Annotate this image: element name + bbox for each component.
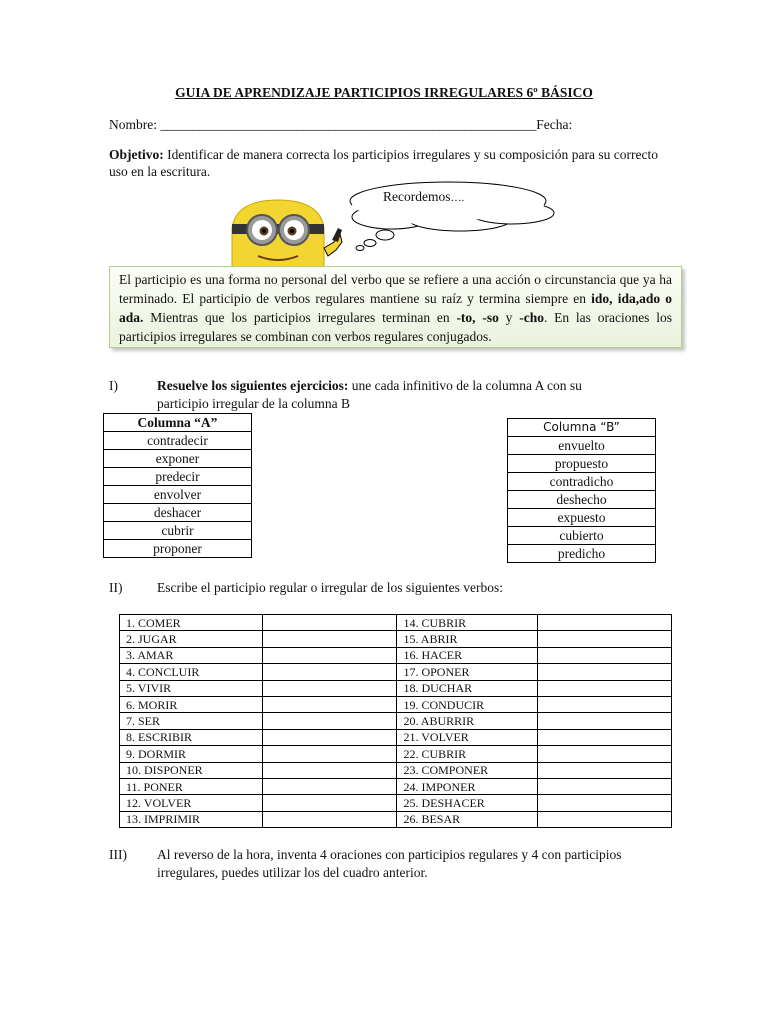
verb-right: 20. ABURRIR: [397, 713, 538, 729]
column-a-header: Columna “A”: [104, 414, 252, 432]
verb-row: [120, 680, 672, 696]
answer-cell-right[interactable]: [538, 746, 672, 762]
answer-cell-left[interactable]: [262, 746, 397, 762]
objective-text: Identificar de manera correcta los participios irregulares y su composición para su correcto uso en la escritura.: [109, 147, 658, 179]
cloud-dots: ….: [450, 192, 465, 204]
column-a-item: cubrir: [104, 522, 252, 540]
answer-cell-left[interactable]: [262, 664, 397, 680]
verb-left: 5. VIVIR: [120, 680, 263, 696]
answer-cell-right[interactable]: [538, 647, 672, 663]
verb-left: 4. CONCLUIR: [120, 664, 263, 680]
minion-character-icon: [228, 198, 346, 268]
verb-left: 3. AMAR: [120, 647, 263, 663]
answer-cell-left[interactable]: [262, 729, 397, 745]
column-b-header: Columna “B”: [508, 419, 656, 437]
section-2-numeral: II): [109, 580, 123, 595]
date-label: Fecha:: [536, 117, 573, 132]
objective-label: Objetivo:: [109, 147, 164, 162]
column-a-item: exponer: [104, 450, 252, 468]
verb-row: [120, 647, 672, 663]
verb-row: [120, 696, 672, 712]
verb-row: [120, 795, 672, 811]
section-3-line1: Al reverso de la hora, inventa 4 oraciones con participios regulares y 4 con participios: [157, 847, 622, 862]
verb-row: [120, 615, 672, 631]
answer-cell-left[interactable]: [262, 762, 397, 778]
verb-right: 18. DUCHAR: [397, 680, 538, 696]
verb-row: [120, 729, 672, 745]
page-title: GUIA DE APRENDIZAJE PARTICIPIOS IRREGULARES 6º BÁSICO: [175, 85, 593, 100]
verb-row: [120, 746, 672, 762]
section-1-numeral: I): [109, 378, 118, 393]
answer-cell-left[interactable]: [262, 647, 397, 663]
column-a-item: deshacer: [104, 504, 252, 522]
section-1-bold: Resuelve los siguientes ejercicios:: [157, 378, 349, 393]
info-text-1: El participio es una forma no personal del verbo que se refiere a una acción o circunstancia que ya ha terminado. El participio de verbos regulares mantiene su raíz y termina siempre en: [119, 272, 672, 306]
section-3-line2: irregulares, puedes utilizar los del cuadro anterior.: [157, 865, 428, 880]
column-b-item: envuelto: [508, 437, 656, 455]
verb-left: 2. JUGAR: [120, 631, 263, 647]
verb-right: 23. COMPONER: [397, 762, 538, 778]
section-3-numeral: III): [109, 847, 127, 862]
verb-left: 9. DORMIR: [120, 746, 263, 762]
cloud-word: Recordemos: [383, 189, 451, 204]
verb-right: 21. VOLVER: [397, 729, 538, 745]
verb-left: 8. ESCRIBIR: [120, 729, 263, 745]
cloud-text: [383, 189, 464, 205]
section-1-rest: une cada infinitivo de la columna A con su: [348, 378, 582, 393]
column-b-item: deshecho: [508, 491, 656, 509]
answer-cell-right[interactable]: [538, 795, 672, 811]
answer-cell-right[interactable]: [538, 762, 672, 778]
answer-cell-left[interactable]: [262, 631, 397, 647]
answer-cell-right[interactable]: [538, 811, 672, 827]
verb-row: [120, 664, 672, 680]
verb-right: 24. IMPONER: [397, 778, 538, 794]
answer-cell-right[interactable]: [538, 729, 672, 745]
verb-right: 15. ABRIR: [397, 631, 538, 647]
verb-right: 16. HACER: [397, 647, 538, 663]
verb-row: [120, 631, 672, 647]
column-b-table: [507, 418, 656, 563]
info-bold-1: ido, ida,ado o ada.: [119, 291, 672, 325]
answer-cell-right[interactable]: [538, 696, 672, 712]
column-a-item: contradecir: [104, 432, 252, 450]
answer-cell-right[interactable]: [538, 664, 672, 680]
verbs-table: [119, 614, 672, 828]
verb-left: 7. SER: [120, 713, 263, 729]
name-date-row: [109, 116, 572, 133]
answer-cell-left[interactable]: [262, 795, 397, 811]
column-a-item: predecir: [104, 468, 252, 486]
verb-left: 6. MORIR: [120, 696, 263, 712]
answer-cell-right[interactable]: [538, 680, 672, 696]
column-a-item: proponer: [104, 540, 252, 558]
section-1-line2: participio irregular de la columna B: [157, 396, 351, 411]
verb-left: 13. IMPRIMIR: [120, 811, 263, 827]
column-b-item: propuesto: [508, 455, 656, 473]
name-line: __________________________________________________________: [160, 117, 537, 132]
answer-cell-left[interactable]: [262, 713, 397, 729]
column-b-item: predicho: [508, 545, 656, 563]
verb-left: 10. DISPONER: [120, 762, 263, 778]
verb-row: [120, 713, 672, 729]
verb-right: 26. BESAR: [397, 811, 538, 827]
answer-cell-right[interactable]: [538, 615, 672, 631]
column-b-item: expuesto: [508, 509, 656, 527]
answer-cell-right[interactable]: [538, 713, 672, 729]
objective: [109, 146, 658, 180]
verb-row: [120, 811, 672, 827]
verb-right: 25. DESHACER: [397, 795, 538, 811]
name-label: Nombre:: [109, 117, 161, 132]
info-box: [109, 266, 682, 348]
column-a-item: envolver: [104, 486, 252, 504]
answer-cell-left[interactable]: [262, 778, 397, 794]
column-a-table: [103, 413, 252, 558]
verb-right: 17. OPONER: [397, 664, 538, 680]
verb-row: [120, 762, 672, 778]
answer-cell-left[interactable]: [262, 811, 397, 827]
info-bold-2: -to, -so: [456, 310, 499, 325]
verb-row: [120, 778, 672, 794]
column-b-item: contradicho: [508, 473, 656, 491]
info-text-3: y: [498, 310, 520, 325]
answer-cell-right[interactable]: [538, 778, 672, 794]
verb-right: 22. CUBRIR: [397, 746, 538, 762]
section-1-instruction: [157, 377, 667, 394]
section-2-instruction: Escribe el participio regular o irregular de los siguientes verbos:: [157, 580, 504, 595]
verb-left: 1. COMER: [120, 615, 263, 631]
column-b-item: cubierto: [508, 527, 656, 545]
info-text-4: . En las oraciones los participios irregulares se combinan con verbos regulares conjugados.: [119, 310, 672, 344]
answer-cell-left[interactable]: [262, 680, 397, 696]
verb-right: 14. CUBRIR: [397, 615, 538, 631]
answer-cell-left[interactable]: [262, 615, 397, 631]
info-text-2: Mientras que los participios irregulares terminan en: [143, 310, 457, 325]
answer-cell-right[interactable]: [538, 631, 672, 647]
info-bold-3: -cho: [519, 310, 544, 325]
answer-cell-left[interactable]: [262, 696, 397, 712]
verb-left: 11. PONER: [120, 778, 263, 794]
verb-left: 12. VOLVER: [120, 795, 263, 811]
verb-right: 19. CONDUCIR: [397, 696, 538, 712]
